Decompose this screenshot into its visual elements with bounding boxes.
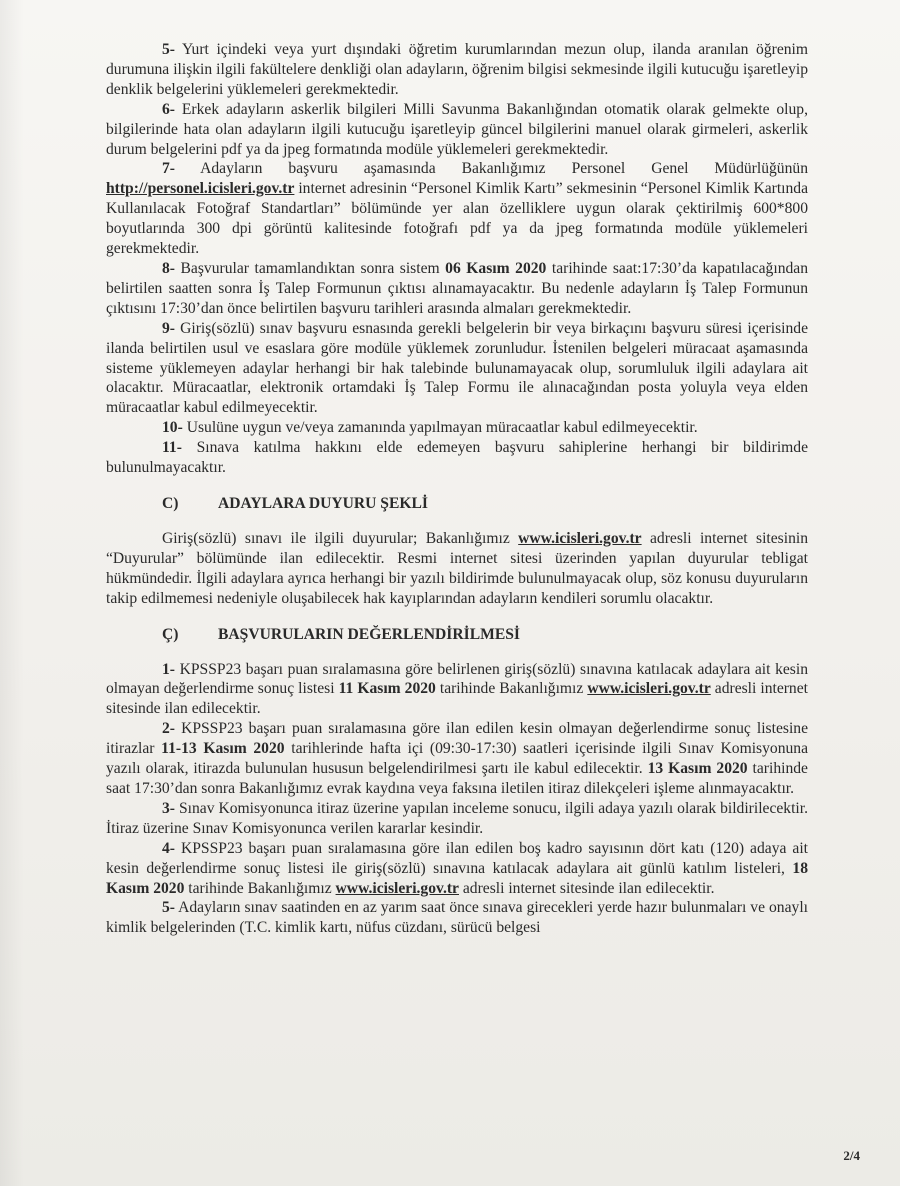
eval-item-1 — [106, 660, 808, 720]
eval-item-3 — [106, 799, 808, 839]
item-text: Usulüne uygun ve/veya zamanında yapılmayan müracaatlar kabul edilmeyecektir. — [186, 419, 698, 437]
item-number: 11- — [162, 439, 182, 457]
item-7 — [106, 159, 808, 259]
icisleri-url-link[interactable]: www.icisleri.gov.tr — [587, 680, 711, 698]
eval-item-4 — [106, 839, 808, 899]
item-text: KPSSP23 başarı puan sıralamasına göre ilan edilen kesin olmayan değerlendirme sonuç listesine itirazlar — [106, 720, 808, 758]
item-text: tarihinde saat:17:30’da kapatılacağından belirtilen saatten sonra İş Talep Formunun çıktısı alınamayacaktır. Bu nedenle adayların İş Talep Formunun çıktısını 17:30’dan önce belirtilen başvuru tarihleri arasında almaları gerekmektedir. — [106, 259, 809, 317]
deadline-date: 06 Kasım 2020 — [445, 259, 547, 277]
item-number: 4- — [162, 839, 175, 857]
item-text: Başvurular tamamlandıktan sonra sistem — [180, 259, 446, 277]
objection-deadline: 13 Kasım 2020 — [647, 760, 748, 778]
icisleri-url-link[interactable]: www.icisleri.gov.tr — [335, 879, 459, 897]
item-text: tarihlerinde hafta içi (09:30-17:30) saatleri içerisinde ilgili Sınav Komisyonuna yazılı olarak, itirazda bulunulan hususun belgelendirilmesi şartı ile kabul edilecektir. — [106, 740, 809, 778]
item-number: 7- — [162, 160, 175, 178]
eval-item-5 — [106, 898, 808, 938]
section-title: BAŞVURULARIN DEĞERLENDİRİLMESİ — [218, 625, 520, 643]
item-text: Sınav Komisyonunca itiraz üzerine yapılan inceleme sonucu, ilgili adaya yazılı olarak bildirilecektir. İtiraz üzerine Sınav Komisyonunca verilen kararlar kesindir. — [106, 799, 808, 837]
item-number: 3- — [162, 799, 175, 817]
item-6 — [106, 100, 808, 160]
item-number: 1- — [162, 660, 175, 678]
section-c-heading — [162, 494, 808, 514]
section-letter: Ç) — [162, 625, 179, 643]
personnel-url-link[interactable]: http://personel.icisleri.gov.tr — [106, 180, 295, 198]
item-text: tarihinde Bakanlığımız — [184, 879, 336, 897]
item-text: Yurt içindeki veya yurt dışındaki öğretim kurumlarından mezun olup, ilanda aranılan öğrenim durumuna ilişkin ilgili fakültelere denkliği olan adayların, öğrenim bilgisi sekmesinde ilgili kutucuğu işaretleyip denklik belgelerini yüklemeleri gerekmektedir. — [106, 41, 808, 98]
announcement-date: 11 Kasım 2020 — [338, 680, 436, 698]
item-text: tarihinde saat 17:30’dan sonra Bakanlığımız evrak kaydına veya faksına iletilen itiraz dilekçeleri işleme alınmayacaktır. — [106, 760, 808, 797]
section-letter: C) — [162, 494, 179, 512]
item-8 — [106, 259, 808, 319]
item-text: KPSSP23 başarı puan sıralamasına göre belirlenen giriş(sözlü) sınavına katılacak adaylara ait kesin olmayan değerlendirme sonuç listesi — [106, 660, 808, 698]
item-number: 2- — [162, 720, 175, 738]
section-cc-heading — [162, 625, 808, 645]
item-number: 10- — [162, 419, 183, 437]
page-number: 2/4 — [843, 1148, 860, 1163]
item-number: 8- — [162, 259, 175, 277]
item-11 — [106, 438, 808, 478]
item-number: 5- — [162, 41, 175, 58]
item-text: Adayların başvuru aşamasında Bakanlığımız Personel Genel Müdürlüğünün — [200, 160, 808, 178]
item-text: adresli internet sitesinde ilan edilecektir. — [458, 879, 715, 897]
item-9 — [106, 319, 808, 419]
section-text: Giriş(sözlü) sınavı ile ilgili duyurular; Bakanlığımız — [162, 529, 519, 547]
item-number: 9- — [162, 319, 175, 337]
item-text: Erkek adayların askerlik bilgileri Milli Savunma Bakanlığından otomatik olarak gelmekte olup, bilgilerinde hata olan adayların ilgili kutucuğu işaretleyip güncel bilgilerini manuel olarak girmeleri, askerlik durum belgelerini pdf ya da jpeg formatında modüle yüklemeleri gerekmektedir. — [106, 100, 809, 158]
section-text: adresli internet sitesinin “Duyurular” bölümünde ilan edilecektir. Resmi internet sitesi üzerinden yapılan duyurular tebligat hükmündedir. İlgili adaylara ayrıca herhangi bir yazılı bildirimde bulunulmayacak olup, söz konusu duyuruların takip edilmemesi nedeniyle oluşabilecek hak kayıplarından adayların kendileri sorumlu olacaktır. — [106, 529, 808, 607]
item-number: 6- — [162, 100, 175, 118]
item-10 — [106, 418, 808, 438]
final-list-date: 18 Kasım 2020 — [106, 859, 808, 897]
objection-dates: 11-13 Kasım 2020 — [161, 740, 285, 758]
item-5 — [106, 40, 808, 100]
item-text: Sınava katılma hakkını elde edemeyen başvuru sahiplerine herhangi bir bildirimde bulunulmayacaktır. — [106, 439, 808, 477]
item-text: tarihinde Bakanlığımız — [435, 680, 588, 698]
item-text: internet adresinin “Personel Kimlik Kartı” sekmesinin “Personel Kimlik Kartında Kullanılacak Fotoğraf Standartları” bölümünde yer alan özelliklere uygun olarak çektirilmiş 600*800 boyutlarında 300 dpi görüntü kalitesinde fotoğrafı pdf ya da jpeg formatında modüle yüklemeleri gerekmektedir. — [106, 180, 808, 258]
icisleri-url-link[interactable]: www.icisleri.gov.tr — [518, 529, 642, 547]
section-title: ADAYLARA DUYURU ŞEKLİ — [218, 494, 428, 512]
eval-item-2 — [106, 719, 808, 799]
item-text: adresli internet sitesinde ilan edilecektir. — [106, 680, 808, 718]
section-c-body — [106, 529, 808, 609]
item-text: Giriş(sözlü) sınav başvuru esnasında gerekli belgelerin bir veya birkaçını başvuru süresi içerisinde ilanda belirtilen usul ve esaslara göre modüle yüklemek zorunludur. İstenilen belgeleri müracaat aşamasında sisteme yüklemeyen adaylar herhangi bir hak talebinde bulunamayacak olup, sorumluluk ilgili adaylara ait olacaktır. Müracaatlar, elektronik ortamdaki İş Talep Formu ile alınacağından posta yoluyla veya elden müracaatlar kabul edilmeyecektir. — [106, 319, 808, 417]
item-text: Adayların sınav saatinden en az yarım saat önce sınava girecekleri yerde hazır bulunmaları ve onaylı kimlik belgelerinden (T.C. kimlik kartı, nüfus cüzdanı, sürücü belgesi — [106, 899, 808, 937]
item-number: 5- — [162, 899, 175, 917]
item-text: KPSSP23 başarı puan sıralamasına göre ilan edilen boş kadro sayısının dört katı (120) adaya ait kesin değerlendirme sonuç listesi ile giriş(sözlü) sınavına katılacak adaylara ait günlü katılım listeleri, — [106, 839, 808, 877]
